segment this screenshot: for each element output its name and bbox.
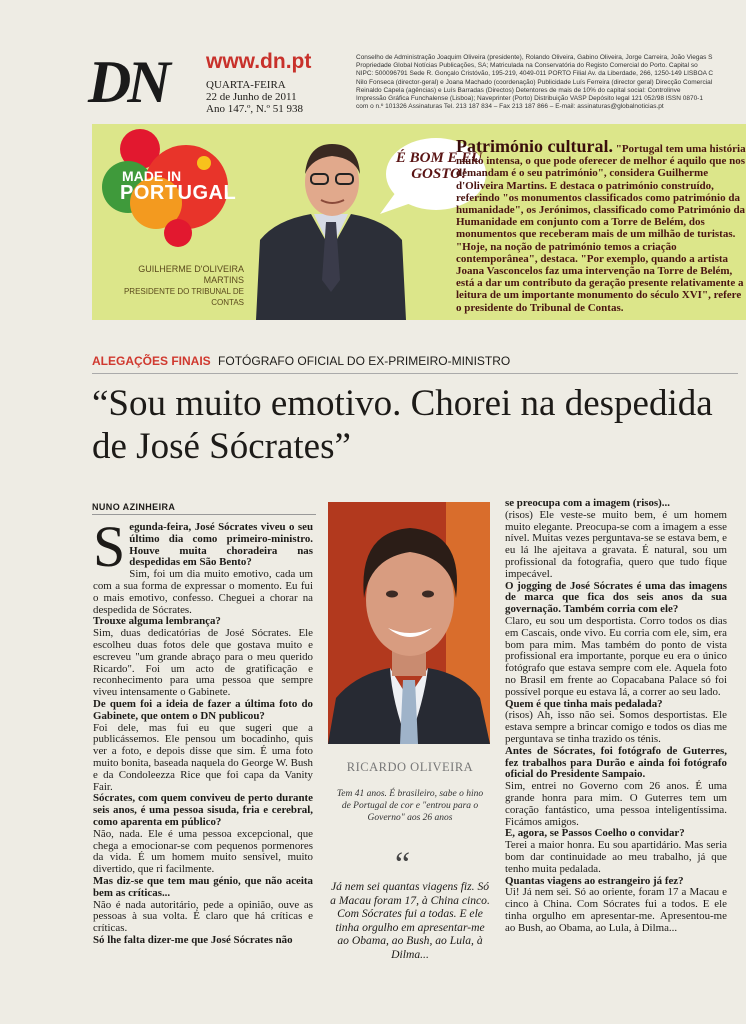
- interview-question: Quem é que tinha mais pedalada?: [505, 697, 663, 710]
- interview-answer: (risos) Ele veste-se muito bem, é um homem muito elegante. Preocupa-se com a imagem a esse nível. Muitas vezes perguntava-se se estava bem, e eu lá lhe ajeitava a gravata. É natural, sou um profissional da fotografia, quero que tudo fique impecável.: [505, 508, 727, 580]
- interview-question: Mas diz-se que tem mau génio, que não aceita bem as críticas...: [93, 874, 313, 899]
- banner-text: [456, 140, 746, 320]
- photo-name: RICARDO OLIVEIRA: [346, 760, 474, 774]
- byline: NUNO AZINHEIRA: [92, 502, 176, 512]
- caption-name: GUILHERME D'OLIVEIRA MARTINS: [138, 264, 244, 285]
- article-column-3: [505, 498, 727, 1012]
- headline: “Sou muito emotivo. Chorei na despedida de José Sócrates”: [92, 383, 713, 467]
- interview-question: Quantas viagens ao estrangeiro já fez?: [505, 874, 684, 887]
- banner-body: "Portugal tem uma história muito intensa, o que pode oferecer de melhor é aquilo que nos demandam é o seu património", considera Guilherme d'Oliveira Martins. E destaca o património construído, referindo "os monumentos classificados como património da humanidade", os Jerónimos, classificado como Património da Humanidade em conjunto com a Torre de Belém, dos monumentos que receberam mais de um milhão de turistas. "Hoje, na noção de património temos a criação contemporânea", destaca. "Por exemplo, quando a artista Joana Vasconcelos faz uma intervenção na Torre de Belém, está a dar um contributo da geração presente relativamente a leitura de um importante monumento do século XVI", refere o presidente do Tribunal de Contas.: [456, 143, 746, 314]
- interview-question: Antes de Sócrates, foi fotógrafo de Guterres, fez trabalhos para Durão e ainda foi fotógrafo oficial do Presidente Sampaio.: [505, 744, 727, 781]
- staff-line: Propriedade Global Notícias Publicações, SA; Matriculada na Conservatória do Registo Comercial do Porto. Capital so: [356, 62, 698, 70]
- interview-answer: Não, nada. Ele é uma pessoa excepcional, que chega a emocionar-se com pequenos pormenores da vida. É um homem muito sensível, muito divertido, que ri facilmente.: [93, 827, 313, 876]
- date: 22 de Junho de 2011: [206, 91, 297, 103]
- quote-mark-icon: “: [395, 846, 411, 883]
- interview-answer: Ui! Já nem sei. Só ao oriente, foram 17 a Macau e cinco à China. Com Sócrates fui a todos. E ele tinha orgulho em apresentar-me. Apresentou-me ao Bush, ao Obama, ao Lula, à Dilma...: [505, 886, 727, 934]
- interview-answer: Foi dele, mas fui eu que sugeri que a publicássemos. Ele pensou um bocadinho, quis ver a foto, e depois disse que sim. É uma foto muito bonita, baseada naquela do George W. Bush e da Condoleezza Rice que foi capa da Vanity Fair.: [93, 721, 313, 793]
- column-text: [505, 498, 727, 934]
- column-text: [93, 522, 313, 947]
- interview-answer: Não é nada autoritário, pede a opinião, ouve as pessoas à sua volta. É claro que há críticas e críticas.: [93, 898, 313, 935]
- date-block: [206, 79, 303, 115]
- interview-answer: Terei a maior honra. Eu sou apartidário. Mas seria bom dar continuidade ao meu trabalho, já que tenho muita pedalada.: [505, 839, 727, 875]
- ricardo-oliveira-photo: [328, 502, 490, 744]
- drop-cap: S: [93, 522, 126, 579]
- staff-line: Conselho de Administração Joaquim Oliveira (presidente), Rolando Oliveira, Gabino Oliveira, Jorge Carreira, João Viegas S: [356, 54, 713, 61]
- kicker-section: ALEGAÇÕES FINAIS: [92, 354, 211, 368]
- staff-line: com o n.º 101326 Assinaturas Tel. 213 187 834 – Fax 213 187 866 – E-mail: assinaturas@globalnoticias.pt: [356, 103, 664, 111]
- staff-line: NIPC: 500096791 Sede R. Gonçalo Cristóvão, 195-219, 4049-011 PORTO Filial Av. da Liberdade, 266, 1250-149 LISBOA C: [356, 70, 714, 78]
- interview-question: egunda-feira, José Sócrates viveu o seu último dia como primeiro-ministro. Houve muita choradeira nas despedidas em São Bento?: [129, 522, 313, 569]
- staff-box: [356, 54, 746, 116]
- bubble-text: É BOM E EU GOSTO!: [395, 150, 483, 182]
- section-kicker: [92, 354, 510, 368]
- interview-answer: Sim, entrei no Governo com 26 anos. É uma grande honra para mim. O Guterres tem um coração fantástico, uma pessoa inteligentíssima. Ficámos amigos.: [505, 780, 727, 828]
- interview-answer: Sim, duas dedicatórias de José Sócrates. Ele escolheu duas fotos dele que gostava muito e escreveu "um grande abraço para o meu querido Ricardo". Foi um acto de gratificação e reconhecimento para uma pessoa que sempre viveu intensamente o Gabinete.: [93, 627, 313, 699]
- interview-question: E, agora, se Passos Coelho o convidar?: [505, 827, 685, 840]
- divider: [92, 373, 738, 374]
- pull-quote: Já nem sei quantas viagens fiz. Só a Macau foram 17, à China cinco. Com Sócrates fui a todas. E ele tinha orgulho em apresentar-me ao Obama, ao Bush, ao Lula, à Dilma...: [330, 880, 490, 961]
- interview-question: De quem foi a ideia de fazer a última foto do Gabinete, que ontem o DN publicou?: [93, 697, 313, 722]
- interview-question: Só lhe falta dizer-me que José Sócrates não: [93, 933, 293, 946]
- interview-answer: Claro, eu sou um desportista. Corro todos os dias em Cascais, onde vivo. Eu corria com ele, sim, era bom para mim. Mas também do ponto de vista profissional era importante, porque eu era o único fotógrafo que estava sempre com ele. Aquela foto no Brasil em frente ao Copacabana Palace só foi possível porque eu estava lá, a correr ao seu lado.: [505, 614, 727, 698]
- staff-line: Impressão Gráfica Funchalense (Lisboa); Naveprinter (Porto) Distribuição VASP Depósito legal 121 052/98 ISSN 0870-1: [356, 95, 703, 103]
- photo-caption: Tem 41 anos. É brasileiro, sabe o hino de Portugal de cor e "entrou para o Governo" aos 26 anos: [336, 789, 484, 823]
- kicker-text: FOTÓGRAFO OFICIAL DO EX-PRIMEIRO-MINISTRO: [218, 354, 511, 368]
- issue-number: Ano 147.º, N.º 51 938: [206, 103, 303, 115]
- staff-line: Reinaldo Capela (agências) e Luís Barradas (Directos) Detentores de mais de 10% do capital social: Controlinve: [356, 86, 681, 94]
- interview-answer: (risos) Ah, isso não sei. Somos desportistas. Ele estava sempre a brincar comigo e todos os dias me perguntava se tinha trazido os ténis.: [505, 709, 727, 745]
- interview-question: O jogging de José Sócrates é uma das imagens de marca que fica dos seis anos da sua governação. Também corria com ele?: [505, 579, 727, 616]
- dn-logo: DN: [88, 49, 167, 115]
- logo-portugal: PORTUGAL: [120, 182, 237, 204]
- interview-question: se preocupa com a imagem (risos)...: [505, 498, 670, 509]
- caption-role: PRESIDENTE DO TRIBUNAL DE CONTAS: [123, 287, 244, 307]
- site-url[interactable]: www.dn.pt: [206, 50, 312, 73]
- weekday: QUARTA-FEIRA: [206, 79, 286, 91]
- banner-title: Património cultural.: [456, 140, 613, 156]
- staff-line: Nilo Fonseca (director-geral) e Joana Machado (coordenação) Publicidade Luís Ferreira (director geral) Direcção Comercial: [356, 78, 713, 86]
- logo-made-in: MADE IN: [122, 168, 182, 184]
- article-column-1: [93, 522, 313, 1012]
- divider: [92, 514, 316, 515]
- interview-question: Sócrates, com quem conviveu de perto durante seis anos, é uma pessoa sisuda, fria e cerebral, como aparenta em público?: [93, 792, 313, 828]
- interview-answer: Sim, foi um dia muito emotivo, cada um com a sua forma de expressar o momento. Eu fui o mais emotivo, confesso. Cheguei a chorar na despedida de Sócrates.: [93, 568, 313, 616]
- interview-question: Trouxe alguma lembrança?: [93, 615, 221, 628]
- banner-caption: [120, 264, 244, 308]
